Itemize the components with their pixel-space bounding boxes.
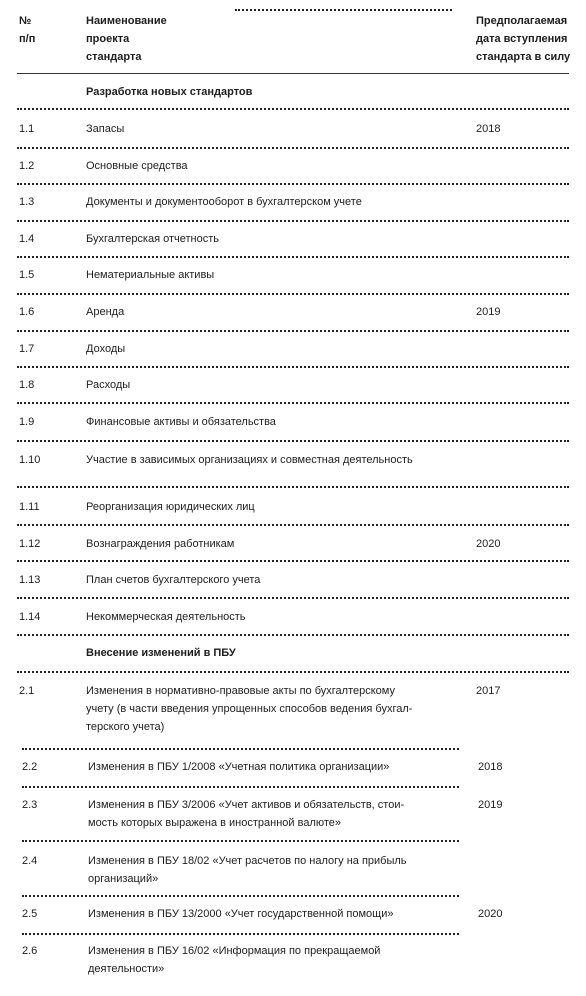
row-name: Вознаграждения работникам xyxy=(86,538,235,550)
row-name: деятельности» xyxy=(88,963,165,975)
row-divider xyxy=(17,183,569,185)
row-number: 1.11 xyxy=(19,501,40,513)
row-number: 2.5 xyxy=(22,908,38,920)
header-rule xyxy=(17,73,569,74)
row-divider xyxy=(17,486,569,488)
header-num-label: п/п xyxy=(19,33,36,45)
row-name: Бухгалтерская отчетность xyxy=(86,233,220,245)
row-divider xyxy=(17,108,569,110)
header-name-label: стандарта xyxy=(86,51,142,63)
row-name: Изменения в ПБУ 13/2000 «Учет государственной помощи» xyxy=(88,908,394,920)
row-name: Изменения в нормативно-правовые акты по бухгалтерскому xyxy=(86,685,395,697)
row-divider xyxy=(17,330,569,332)
row-number: 1.6 xyxy=(19,306,35,318)
row-year: 2018 xyxy=(478,761,503,773)
row-year: 2019 xyxy=(478,799,503,811)
row-number: 1.1 xyxy=(19,123,35,135)
row-name: Аренда xyxy=(86,306,125,318)
row-name: Изменения в ПБУ 18/02 «Учет расчетов по налогу на прибыль xyxy=(88,855,407,867)
header-date-label: дата вступления xyxy=(476,33,568,45)
section-title: Внесение изменений в ПБУ xyxy=(86,647,236,659)
row-divider xyxy=(17,634,569,636)
row-name: Изменения в ПБУ 1/2008 «Учетная политика организации» xyxy=(88,761,390,773)
row-divider xyxy=(17,220,569,222)
header-num-label: № xyxy=(19,15,32,27)
row-name: Изменения в ПБУ 3/2006 «Учет активов и обязательств, стои- xyxy=(88,799,405,811)
row-divider xyxy=(17,597,569,599)
row-number: 1.8 xyxy=(19,379,35,391)
row-divider xyxy=(17,256,569,258)
row-year: 2019 xyxy=(476,306,501,318)
row-number: 2.4 xyxy=(22,855,38,867)
header-top-rule xyxy=(235,9,452,11)
row-divider xyxy=(22,748,459,750)
row-year: 2020 xyxy=(476,538,501,550)
row-number: 1.7 xyxy=(19,343,35,355)
row-name: учету (в части введения упрощенных способов ведения бухгал- xyxy=(86,703,413,715)
row-name: Изменения в ПБУ 16/02 «Информация по прекращаемой xyxy=(88,945,381,957)
row-name: Реорганизация юридических лиц xyxy=(86,501,255,513)
row-name: мость которых выражена в иностранной валюте» xyxy=(88,817,342,829)
row-number: 1.3 xyxy=(19,196,35,208)
row-number: 2.3 xyxy=(22,799,38,811)
row-name: Расходы xyxy=(86,379,131,391)
header-date-label: стандарта в силу xyxy=(476,51,571,63)
section-title: Разработка новых стандартов xyxy=(86,86,253,98)
row-year: 2018 xyxy=(476,123,501,135)
row-divider xyxy=(22,786,459,788)
row-number: 1.12 xyxy=(19,538,41,550)
row-divider xyxy=(22,933,459,935)
header-date-label: Предполагаемая xyxy=(476,15,568,27)
row-number: 2.6 xyxy=(22,945,38,957)
row-name: Запасы xyxy=(86,123,125,135)
row-divider xyxy=(17,402,569,404)
row-number: 2.2 xyxy=(22,761,38,773)
row-name: Некоммерческая деятельность xyxy=(86,611,246,623)
row-name: Основные средства xyxy=(86,160,188,172)
row-divider xyxy=(17,524,569,526)
row-number: 1.13 xyxy=(19,574,41,586)
row-name: Нематериальные активы xyxy=(86,269,215,281)
header-name-label: Наименование xyxy=(86,15,167,27)
row-name: Документы и документооборот в бухгалтерском учете xyxy=(86,196,362,208)
row-divider xyxy=(17,440,569,442)
row-year: 2017 xyxy=(476,685,501,697)
header-name-label: проекта xyxy=(86,33,130,45)
row-number: 1.9 xyxy=(19,416,35,428)
row-divider xyxy=(17,366,569,368)
row-name: терского учета) xyxy=(86,721,165,733)
row-divider xyxy=(17,147,569,149)
row-name: Финансовые активы и обязательства xyxy=(86,416,276,428)
row-divider xyxy=(17,293,569,295)
row-number: 1.5 xyxy=(19,269,35,281)
row-number: 1.2 xyxy=(19,160,35,172)
row-number: 1.14 xyxy=(19,611,41,623)
row-name: Участие в зависимых организациях и совместная деятельность xyxy=(86,454,413,466)
row-divider xyxy=(22,895,459,897)
row-name: организаций» xyxy=(88,873,159,885)
row-divider xyxy=(17,560,569,562)
row-number: 2.1 xyxy=(19,685,35,697)
row-number: 1.10 xyxy=(19,454,41,466)
row-number: 1.4 xyxy=(19,233,35,245)
row-divider xyxy=(22,840,459,842)
row-year: 2020 xyxy=(478,908,503,920)
row-name: Доходы xyxy=(86,343,126,355)
row-divider xyxy=(17,671,569,673)
row-name: План счетов бухгалтерского учета xyxy=(86,574,261,586)
